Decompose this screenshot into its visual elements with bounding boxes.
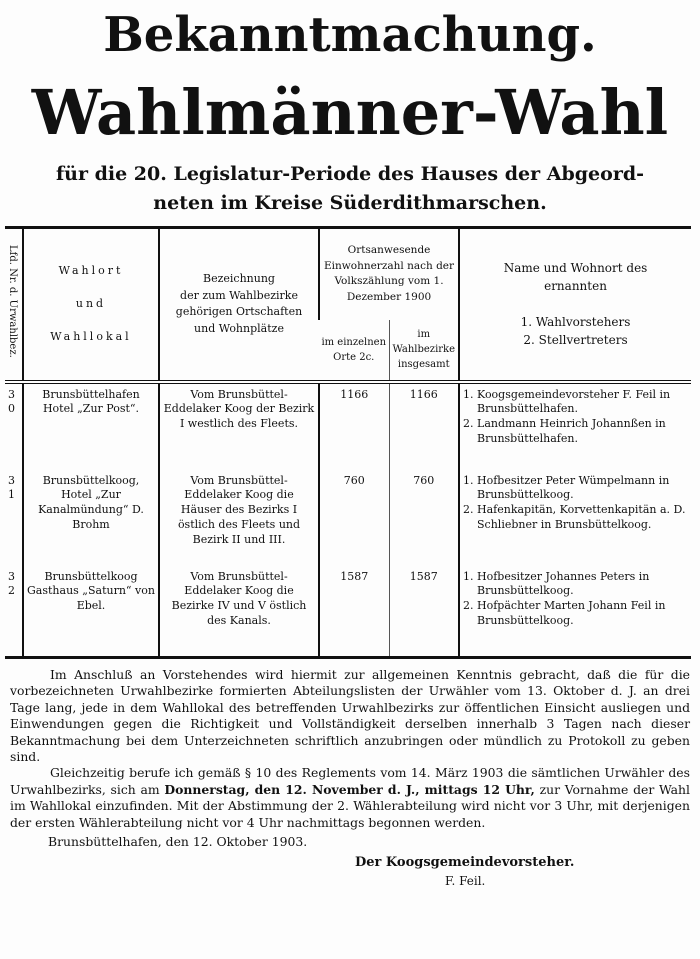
header-pop-single: im einzelnen Orte 2c. <box>321 336 387 363</box>
header-names <box>459 228 691 382</box>
header-place-line: Wahllokal <box>50 330 132 343</box>
header-designation-line: der zum Wahlbezirke <box>180 288 298 302</box>
header-names-line: ernannten <box>544 279 607 294</box>
header-pop-total: im Wahlbezirke insgesamt <box>389 320 459 382</box>
row-name-item: 2. Hafenkapitän, Korvettenkapitän a. D. Schliebner in Brunsbüttelkoog. <box>477 503 688 533</box>
row-pop-single: 1166 <box>319 382 389 470</box>
election-date: Donnerstag, den 12. November d. J., mittags 12 Uhr, <box>164 781 535 797</box>
row-place: Brunsbüttelkoog, Hotel „Zur Kanalmündung“ D. Brohm <box>23 470 159 566</box>
row-designation: Vom Brunsbüttel-Eddelaker Koog die Bezirke IV und V östlich des Kanals. <box>159 566 319 658</box>
header-number <box>5 228 23 382</box>
row-pop-single: 1587 <box>319 566 389 658</box>
row-designation: Vom Brunsbüttel-Eddelaker Koog der Bezirk I westlich des Fleets. <box>159 382 319 470</box>
row-place: Brunsbüttelhafen Hotel „Zur Post“. <box>23 382 159 470</box>
row-names <box>459 470 691 566</box>
header-place <box>23 228 159 382</box>
row-place: Brunsbüttelkoog Gasthaus „Saturn“ von Ebel. <box>23 566 159 658</box>
row-number: 30 <box>5 382 23 470</box>
row-name-item: 2. Landmann Heinrich Johannßen in Brunsbüttelhafen. <box>477 417 688 447</box>
subtitle-line-2: neten im Kreise Süderdithmarschen. <box>153 192 547 214</box>
header-names-line: 1. Wahlvorstehers <box>520 315 631 330</box>
header-population: Ortsanwesende Einwohnerzahl nach der Volkszählung vom 1. Dezember 1900 <box>319 228 459 320</box>
paragraph-2-start: Gleichzeitig berufe ich gemäß § 10 des Reglements vom 14. März 1903 die sämtlichen Urwähler des Urwahlbezirks, sich am <box>10 765 690 797</box>
notice-title: Bekanntmachung. <box>103 7 597 63</box>
row-pop-total: 1587 <box>389 566 459 658</box>
table-row <box>5 566 691 658</box>
row-pop-total: 760 <box>389 470 459 566</box>
subtitle-line-1: für die 20. Legislatur-Periode des Hauses der Abgeord- <box>55 163 645 185</box>
election-districts-table <box>5 226 691 659</box>
header-place-line: Wahlort <box>58 264 124 277</box>
row-name-item: 2. Hofpächter Marten Johann Feil in Brunsbüttelkoog. <box>477 599 688 629</box>
row-pop-single: 760 <box>319 470 389 566</box>
notice-body <box>10 667 690 831</box>
paragraph-2 <box>10 765 690 831</box>
headline: Wahlmänner-Wahl <box>31 76 669 149</box>
header-designation-line: Bezeichnung <box>203 272 275 286</box>
paragraph-1: Im Anschluß an Vorstehendes wird hiermit zur allgemeinen Kenntnis gebracht, daß die für die vorbezeichneten Urwahlbezirke formierten Abteilungslisten der Urwähler vom 13. Oktober d. J. an drei Tage lang, jede in dem Wahllokal des betreffenden Urwahlbezirks zur öffentlichen Einsicht ausliegen und Einwendungen gegen die Richtigkeit und Vollständigkeit derselben innerhalb 3 Tagen nach dieser Bekanntmachung bei dem Unterzeichneten schriftlich anzubringen oder mündlich zu Protokoll zu geben sind. <box>10 667 690 765</box>
header-names-line: 2. Stellvertreters <box>523 333 628 348</box>
table-row <box>5 382 691 470</box>
table-row <box>5 470 691 566</box>
signature-title: Der Koogsgemeindevorsteher. <box>355 855 575 871</box>
signature-name: F. Feil. <box>445 874 486 889</box>
header-designation <box>159 228 319 382</box>
header-place-line: und <box>75 297 107 310</box>
row-names <box>459 566 691 658</box>
row-name-item: 1. Hofbesitzer Johannes Peters in Brunsbüttelkoog. <box>477 570 688 600</box>
row-name-item: 1. Hofbesitzer Peter Wümpelmann in Brunsbüttelkoog. <box>477 474 688 504</box>
row-designation: Vom Brunsbüttel-Eddelaker Koog die Häuser des Bezirks I östlich des Fleets und Bezirk II und III. <box>159 470 319 566</box>
row-name-item: 1. Koogsgemeindevorsteher F. Feil in Brunsbüttelhafen. <box>477 388 688 418</box>
header-number-text: Lfd. Nr. d. Urwahlbez. <box>7 245 18 358</box>
row-pop-total: 1166 <box>389 382 459 470</box>
row-number: 31 <box>8 473 15 502</box>
row-number: 32 <box>5 566 23 658</box>
date-line: Brunsbüttelhafen, den 12. Oktober 1903. <box>48 834 308 850</box>
paragraph-2-end: zur Vornahme der Wahl im Wahllokal einzufinden. Mit der Abstimmung der 2. Wählerabteilung wird nicht vor 3 Uhr, mit derjenigen der ersten Wählerabteilung nicht vor 4 Uhr nachmittags begonnen werden. <box>10 781 691 830</box>
header-designation-line: und Wohnplätze <box>194 321 284 335</box>
header-designation-line: gehörigen Ortschaften <box>175 305 303 319</box>
row-names <box>459 382 691 470</box>
header-names-line: Name und Wohnort des <box>503 261 648 276</box>
